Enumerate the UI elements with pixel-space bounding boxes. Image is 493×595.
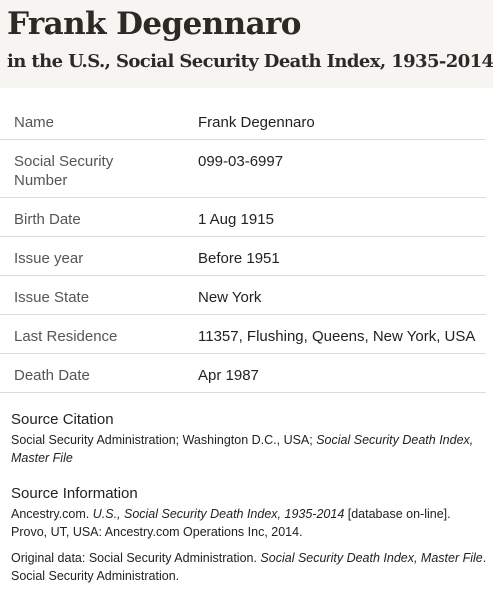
fact-value: 099-03-6997 xyxy=(198,153,284,170)
citation-text: Social Security Administration; Washington D.C., USA; xyxy=(11,433,317,447)
original-italic: Social Security Death Index, Master File xyxy=(260,551,483,565)
source-citation-text xyxy=(11,431,487,467)
fact-value: New York xyxy=(198,289,262,306)
person-name-title: Frank Degennaro xyxy=(7,6,301,42)
fact-value: Frank Degennaro xyxy=(198,114,315,131)
fact-label: Issue State xyxy=(14,289,90,306)
original-text-2: . Social Security Administration. xyxy=(11,551,487,583)
source-citation xyxy=(11,411,487,467)
fact-row-issue-year xyxy=(0,237,486,276)
fact-row-name xyxy=(0,101,486,140)
record-header xyxy=(0,0,493,88)
fact-value: 1 Aug 1915 xyxy=(198,211,274,228)
original-data-text xyxy=(11,549,487,585)
fact-label: Birth Date xyxy=(14,211,81,228)
fact-value: Before 1951 xyxy=(198,250,280,267)
information-italic: U.S., Social Security Death Index, 1935-2014 xyxy=(92,507,345,521)
information-text-2: [database on-line]. Provo, UT, USA: Ancestry.com Operations Inc, 2014. xyxy=(11,507,451,539)
fact-label: Issue year xyxy=(14,250,84,267)
fact-row-birth-date xyxy=(0,198,486,237)
facts-table xyxy=(0,101,486,393)
citation-italic: Social Security Death Index, Master File xyxy=(11,433,474,465)
fact-value: Apr 1987 xyxy=(198,367,259,384)
source-citation-title: Source Citation xyxy=(11,411,114,428)
fact-label: Name xyxy=(14,114,55,131)
source-information-text xyxy=(11,505,487,541)
fact-row-ssn xyxy=(0,140,486,198)
information-text-1: Ancestry.com. xyxy=(11,507,93,521)
fact-label: Last Residence xyxy=(14,328,118,345)
original-data xyxy=(11,549,487,585)
original-text-1: Original data: Social Security Administration. xyxy=(11,551,261,565)
source-information-title: Source Information xyxy=(11,485,138,502)
fact-row-death-date xyxy=(0,354,486,393)
collection-subtitle: in the U.S., Social Security Death Index, 1935-2014 xyxy=(7,51,493,72)
fact-row-last-residence xyxy=(0,315,486,354)
fact-label: Social Security Number xyxy=(14,153,114,189)
fact-row-issue-state xyxy=(0,276,486,315)
fact-label: Death Date xyxy=(14,367,90,384)
fact-value: 11357, Flushing, Queens, New York, USA xyxy=(198,328,476,345)
source-information xyxy=(11,485,487,541)
